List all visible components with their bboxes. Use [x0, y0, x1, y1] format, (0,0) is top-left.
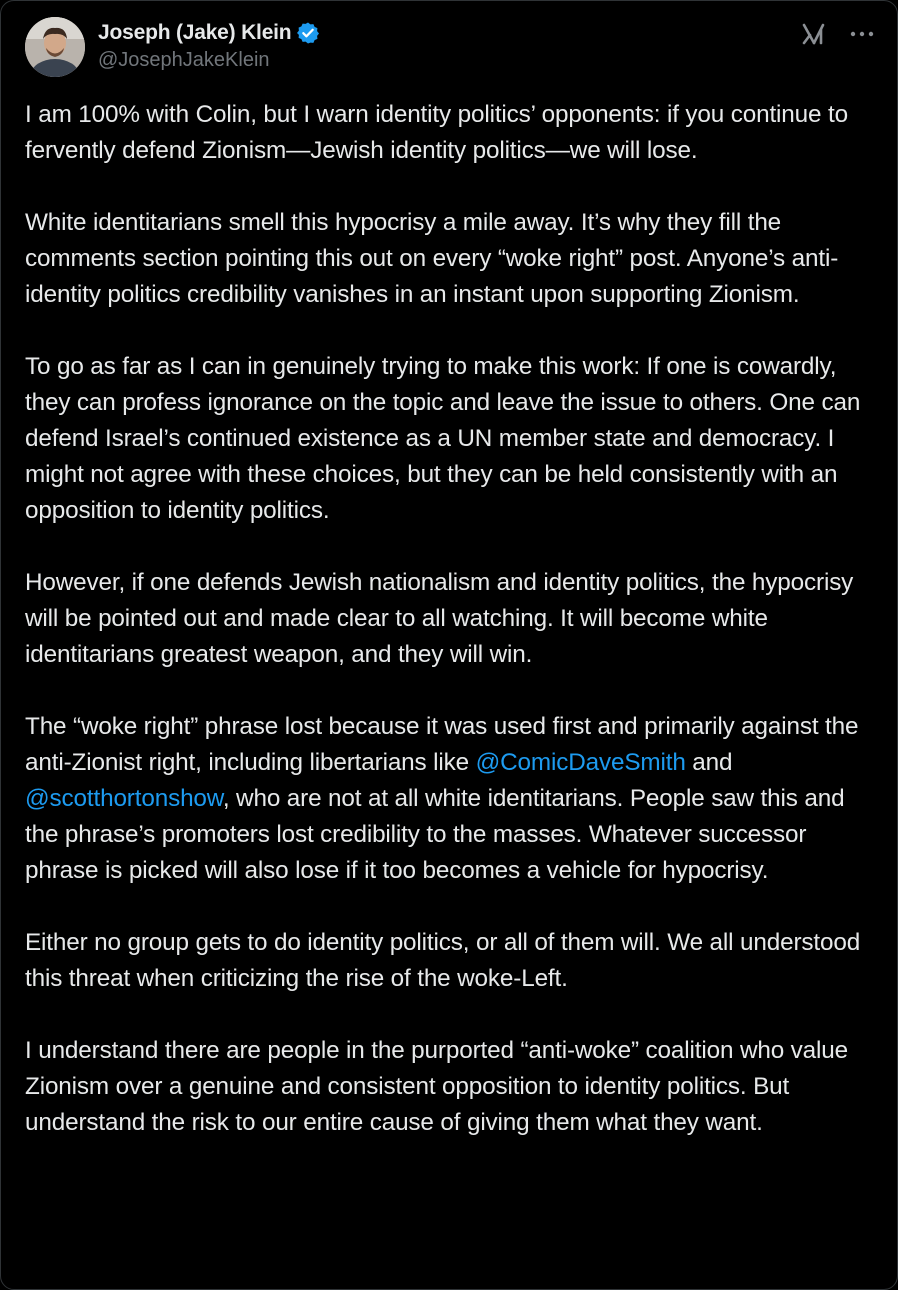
post-header — [25, 17, 877, 79]
author-block — [98, 19, 320, 72]
mention-link-scotthortonshow[interactable]: @scotthortonshow — [25, 785, 223, 812]
post-paragraph-4: However, if one defends Jewish nationalism and identity politics, the hypocrisy will be pointed out and made clear to all watching. It will become white identitarians greatest weapon, and they will win. — [25, 569, 854, 668]
post-paragraph-7: I understand there are people in the purported “anti-woke” coalition who value Zionism over a genuine and consistent opposition to identity politics. But understand the risk to our entire cause of giving them what they want. — [25, 1037, 849, 1136]
post-text — [25, 97, 877, 1177]
display-name[interactable]: Joseph (Jake) Klein — [98, 21, 292, 44]
grok-icon[interactable] — [801, 21, 827, 47]
post-paragraph-3: To go as far as I can in genuinely trying to make this work: If one is cowardly, they can profess ignorance on the topic and leave the issue to others. One can defend Israel’s continued existence as a UN member state and democracy. I might not agree with these choices, but they can be held consistently with an opposition to identity politics. — [25, 353, 861, 524]
verified-badge-icon — [296, 21, 320, 45]
post-paragraph-6: Either no group gets to do identity politics, or all of them will. We all understood this threat when criticizing the rise of the woke-Left. — [25, 929, 861, 992]
paragraph-5-text-a: The “woke right” phrase lost because it was used first and primarily against the anti-Zionist right, including libertarians like — [25, 713, 859, 776]
more-icon[interactable] — [847, 21, 877, 47]
post-paragraph-5 — [25, 709, 877, 889]
post-paragraph-1: I am 100% with Colin, but I warn identity politics’ opponents: if you continue to fervently defend Zionism—Jewish identity politics—we will lose. — [25, 101, 848, 164]
person-avatar-icon — [25, 17, 85, 77]
paragraph-5-text-b: and — [685, 749, 733, 776]
avatar[interactable] — [25, 17, 85, 77]
mention-link-comicdavesmith[interactable]: @ComicDaveSmith — [475, 749, 686, 776]
post-paragraph-2: White identitarians smell this hypocrisy a mile away. It’s why they fill the comments section pointing this out on every “woke right” post. Anyone’s anti-identity politics credibility vanishes in an instant upon supporting Zionism. — [25, 209, 839, 308]
display-name-row — [98, 19, 320, 47]
paragraph-5-text-c: , who are not at all white identitarians. People saw this and the phrase’s promoters lost credibility to the masses. Whatever successor phrase is picked will also lose if it too becomes a vehicle for hypocrisy. — [25, 785, 845, 884]
handle[interactable]: @JosephJakeKlein — [98, 49, 270, 71]
